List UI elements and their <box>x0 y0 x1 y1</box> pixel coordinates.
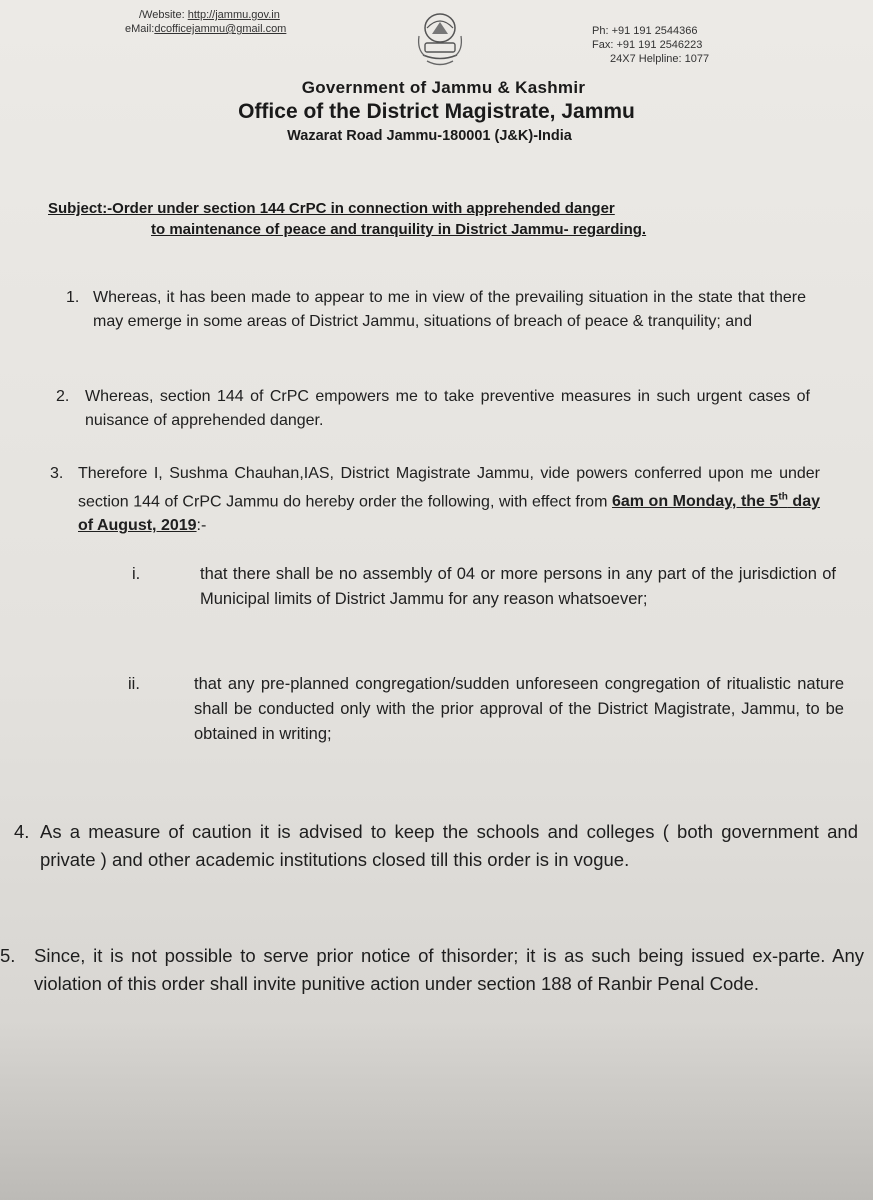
office-title: Office of the District Magistrate, Jammu <box>238 100 635 123</box>
paragraph-number: 5. <box>0 945 16 966</box>
paragraph-text: Therefore I, Sushma Chauhan,IAS, District Magistrate Jammu, vide powers conferred upon me under section 144 of CrPC Jammu do hereby order the following, with effect from <box>78 465 820 511</box>
fax-number: Fax: +91 191 2546223 <box>592 39 703 51</box>
paragraph-3 <box>50 462 820 538</box>
email-link[interactable]: dcofficejammu@gmail.com <box>154 23 287 35</box>
subject-block <box>48 198 768 240</box>
paragraph-2 <box>56 385 810 433</box>
subject-label: Subject <box>48 200 103 217</box>
contact-left <box>125 8 286 36</box>
state-emblem-icon <box>413 10 467 72</box>
paragraph-5 <box>0 942 868 998</box>
paragraph-number: 4. <box>14 821 30 842</box>
office-address: Wazarat Road Jammu-180001 (J&K)-India <box>287 128 572 144</box>
helpline-number: 24X7 Helpline: 1077 <box>610 53 710 65</box>
paragraph-number: 3. <box>50 465 64 482</box>
clause-text: that there shall be no assembly of 04 or more persons in any part of the jurisdiction of Municipal limits of District Jammu for any reason whatsoever; <box>200 565 836 608</box>
paragraph-number: 2. <box>56 388 70 405</box>
paragraph-number: 1. <box>66 289 80 306</box>
paragraph-text: As a measure of caution it is advised to keep the schools and colleges ( both government and private ) and other academic institutions closed till this order is in vogue. <box>40 821 858 870</box>
page-shadow <box>0 1020 873 1200</box>
date-end: :- <box>196 517 207 535</box>
paragraph-text: Whereas, it has been made to appear to me in view of the prevailing situation in the state that there may emerge in some areas of District Jammu, situations of breach of peace & tranquility; and <box>93 289 806 330</box>
government-title: Government of Jammu & Kashmir <box>301 78 586 97</box>
contact-right <box>592 24 709 66</box>
paragraph-text: Since, it is not possible to serve prior notice of thisorder; it is as such being issued ex-parte. Any violation of this order shall invite punitive action under section 188 of Ranbir Penal Code. <box>34 945 864 994</box>
clause-text: that any pre-planned congregation/sudden unforeseen congregation of ritualistic nature shall be conducted only with the prior approval of the District Magistrate, Jammu, to be obtained in writing; <box>194 675 844 743</box>
website-label: /Website: <box>139 9 188 21</box>
website-link[interactable]: http://jammu.gov.in <box>187 9 280 21</box>
subject-line-1: :-Order under section 144 CrPC in connection with apprehended danger <box>102 200 615 217</box>
clause-number: ii. <box>128 675 140 693</box>
letterhead <box>0 78 873 144</box>
subject-line-2: to maintenance of peace and tranquility in District Jammu- regarding. <box>151 221 647 238</box>
paragraph-4 <box>14 818 859 874</box>
clause-number: i. <box>132 565 141 583</box>
date-part-b: day of August, 2019 <box>78 493 820 535</box>
date-superscript: th <box>778 492 788 503</box>
paragraph-1 <box>66 286 806 334</box>
phone-number: Ph: +91 191 2544366 <box>592 25 698 37</box>
email-label: eMail: <box>125 23 155 35</box>
date-part-a: 6am on Monday, the 5 <box>611 493 779 511</box>
paragraph-text: Whereas, section 144 of CrPC empowers me to take preventive measures in such urgent cases of nuisance of apprehended danger. <box>85 388 810 429</box>
